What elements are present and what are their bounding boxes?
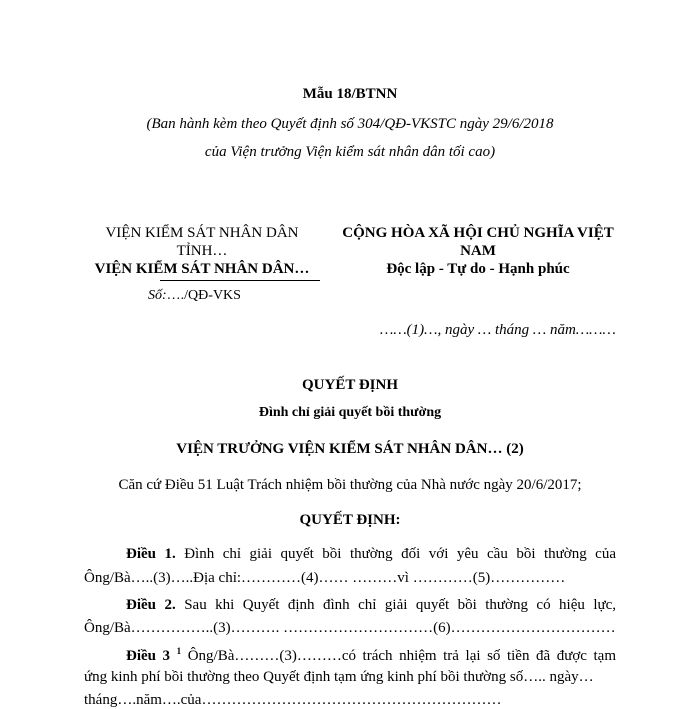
issued-note-line2: của Viện trưởng Viện kiểm sát nhân dân tối cao) bbox=[204, 144, 496, 160]
decision-title: QUYẾT ĐỊNH bbox=[302, 377, 398, 393]
form-code: Mẫu 18/BTNN bbox=[302, 86, 398, 102]
decision-subject: Đình chỉ giải quyết bồi thường bbox=[258, 405, 442, 420]
issued-note-line1: (Ban hành kèm theo Quyết định số 304/QĐ-VKSTC ngày 29/6/2018 bbox=[146, 116, 554, 132]
legal-basis: Căn cứ Điều 51 Luật Trách nhiệm bồi thường của Nhà nước ngày 20/6/2017; bbox=[118, 477, 582, 493]
article-3-line1 bbox=[126, 646, 616, 665]
agency-line-1: VIỆN KIỂM SÁT NHÂN DÂN bbox=[105, 225, 299, 241]
decides-heading: QUYẾT ĐỊNH: bbox=[299, 512, 401, 528]
agency-underline bbox=[160, 280, 320, 281]
article-3-line2: ứng kinh phí bồi thường theo Quyết định tạm ứng kinh phí bồi thường số….. ngày… bbox=[84, 669, 594, 685]
agency-line-3: VIỆN KIỂM SÁT NHÂN DÂN… bbox=[94, 261, 310, 277]
place-date: ……(1)…, ngày … tháng … năm……… bbox=[380, 322, 616, 338]
article-3-text: Ông/Bà………(3)………có trách nhiệm trả lại số tiền đã được tạm bbox=[187, 648, 617, 664]
article-2-text: Sau khi Quyết định đình chỉ giải quyết bồi thường có hiệu lực, bbox=[184, 597, 617, 613]
nation-title-line1: CỘNG HÒA XÃ HỘI CHỦ NGHĨA VIỆT bbox=[342, 225, 614, 241]
decision-number-prefix: Số: bbox=[148, 288, 167, 303]
article-1-label: Điều 1. bbox=[126, 546, 176, 562]
article-3-line3: tháng….năm….của…………………………………………………… bbox=[84, 692, 502, 708]
decision-number-value: …./QĐ-VKS bbox=[166, 288, 241, 303]
issuing-authority: VIỆN TRƯỞNG VIỆN KIỂM SÁT NHÂN DÂN… (2) bbox=[176, 441, 524, 457]
article-1-text: Đình chỉ giải quyết bồi thường đối với yêu cầu bồi thường của bbox=[184, 546, 616, 562]
national-motto: Độc lập - Tự do - Hạnh phúc bbox=[386, 261, 570, 277]
article-3-footnote-mark: 1 bbox=[176, 646, 182, 656]
article-2-line1 bbox=[126, 597, 616, 614]
decision-number bbox=[148, 288, 241, 304]
agency-line-2: TỈNH… bbox=[176, 243, 228, 259]
article-1-line2: Ông/Bà…..(3)…..Địa chỉ:…………(4)…… ………vì …………(5)…………… bbox=[84, 570, 566, 586]
article-3-label: Điều 3 bbox=[126, 648, 171, 664]
nation-title-line2: NAM bbox=[460, 243, 496, 259]
article-1-line1 bbox=[126, 546, 616, 563]
article-2-line2: Ông/Bà……………..(3)………. …………………………(6)…………………………… bbox=[84, 620, 616, 636]
article-2-label: Điều 2. bbox=[126, 597, 176, 613]
